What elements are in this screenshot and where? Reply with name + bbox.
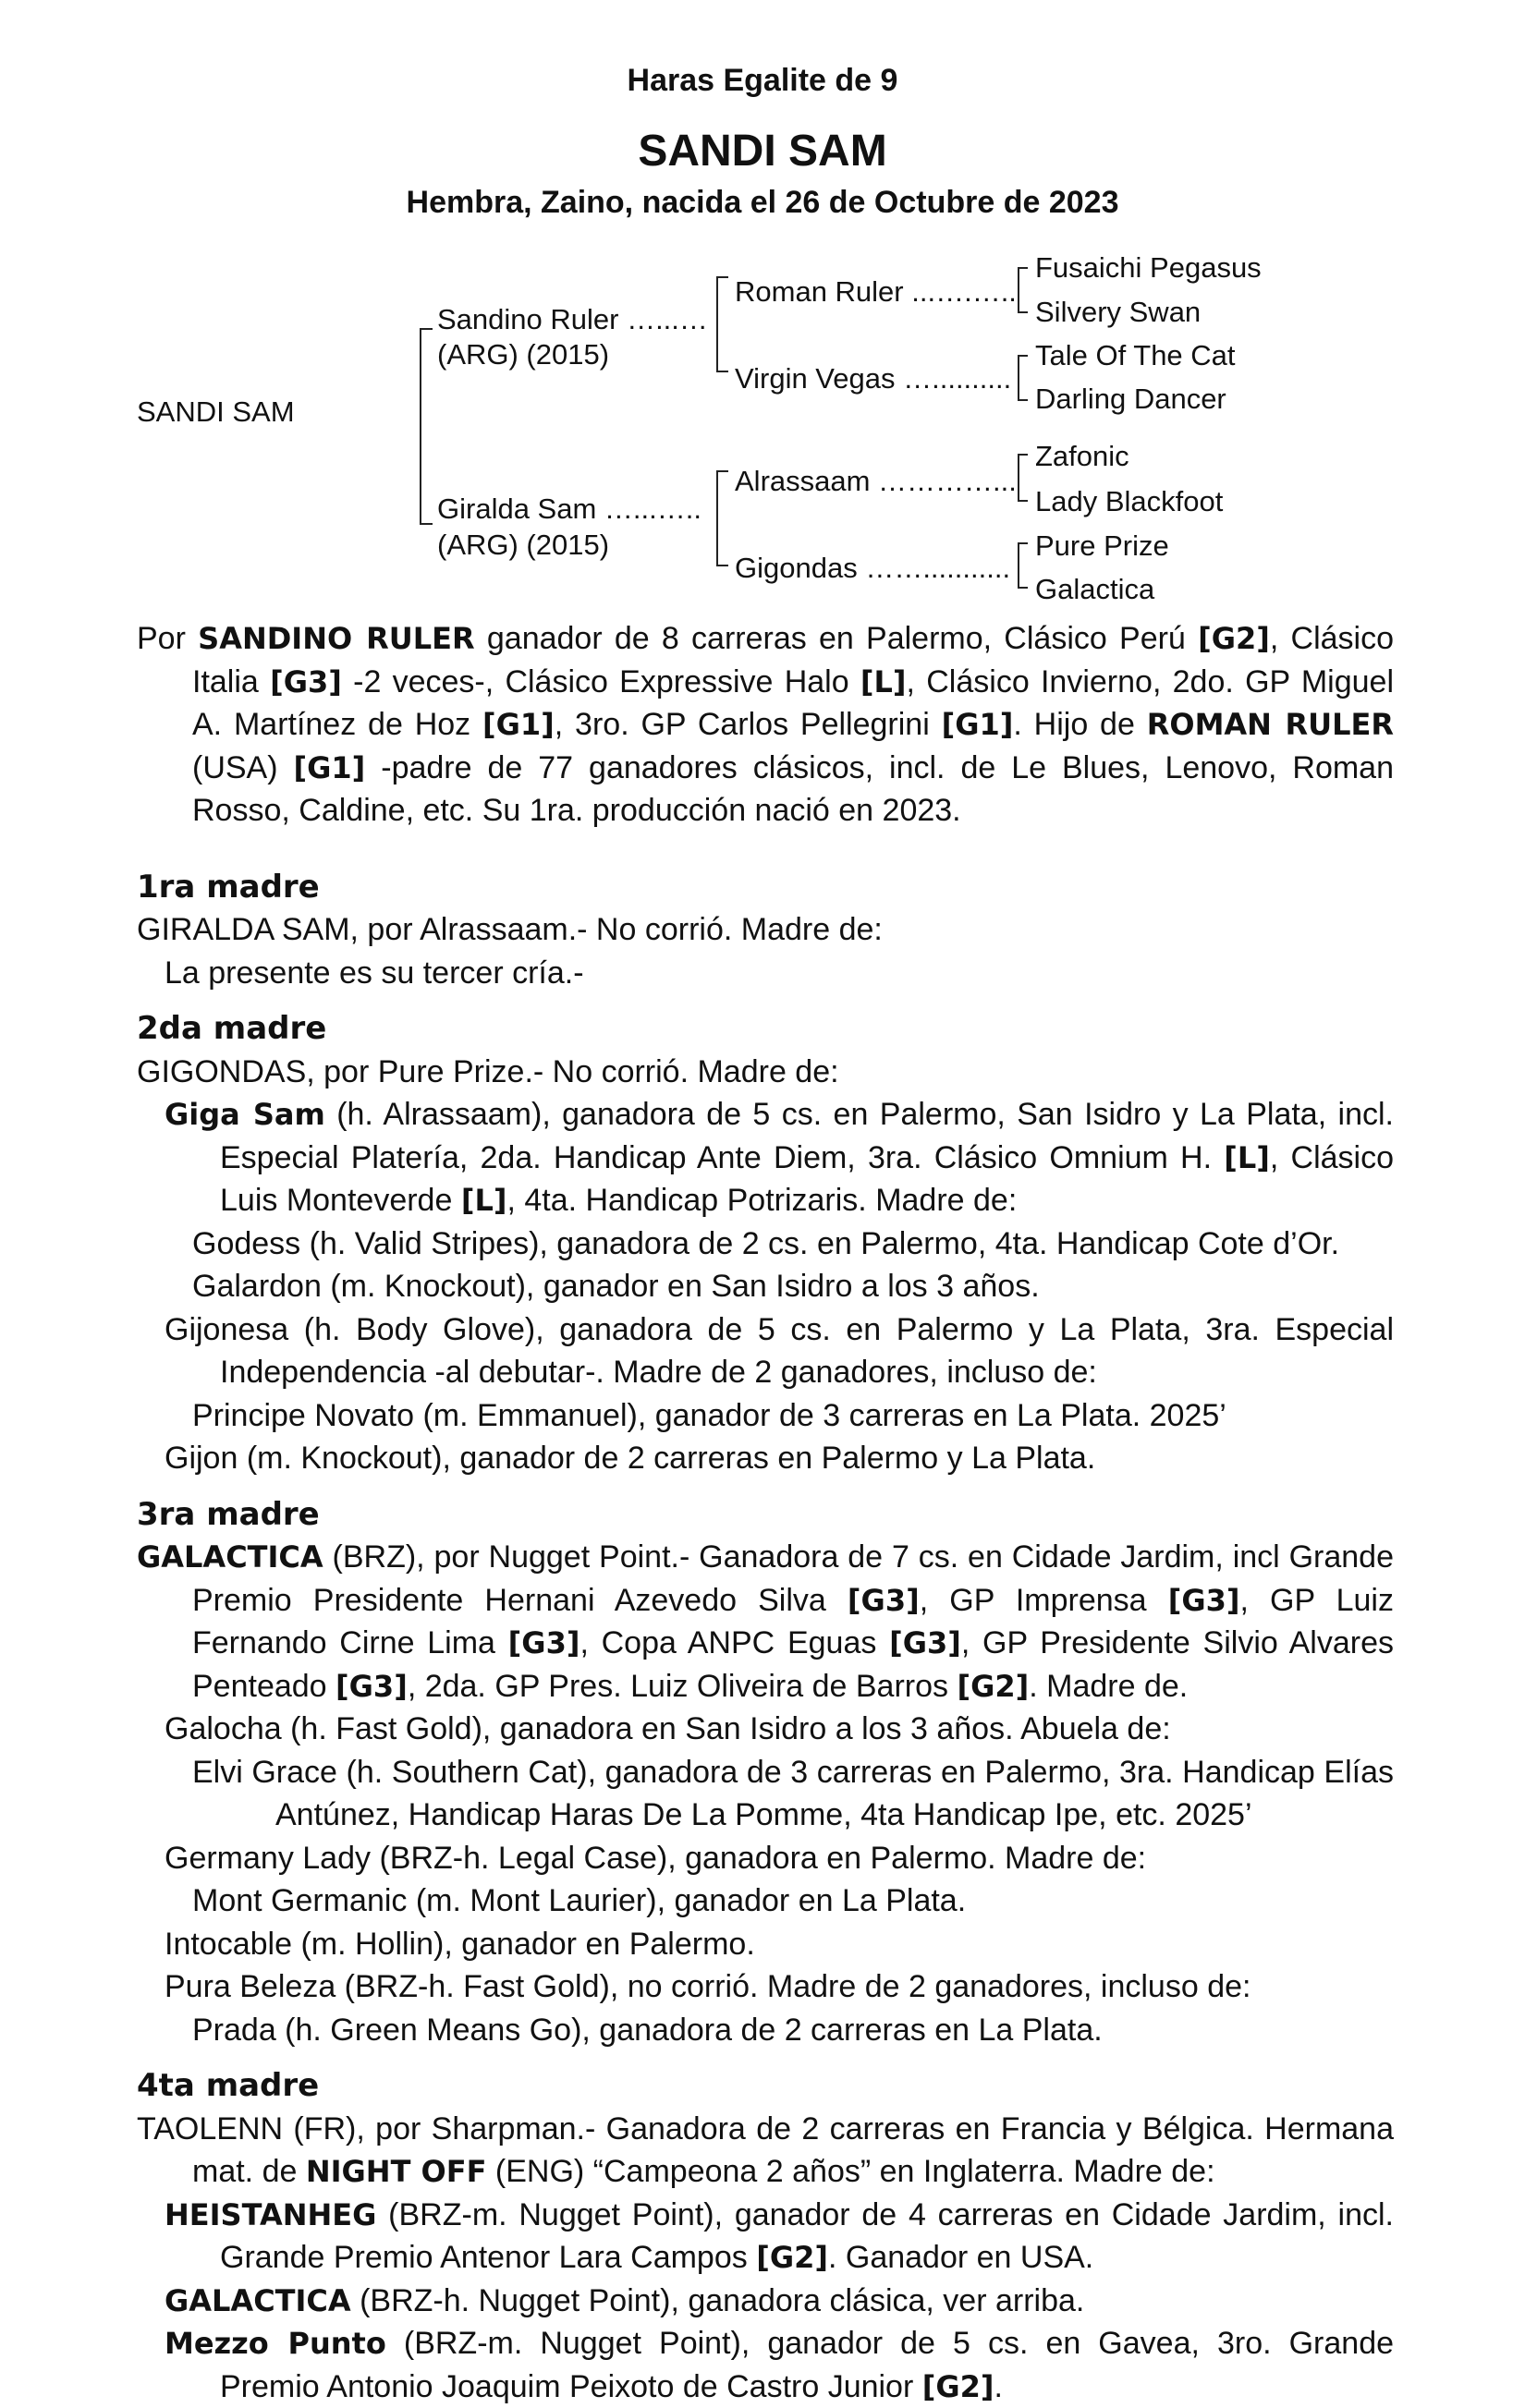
third-dam-heading: 3ra madre (137, 1495, 320, 1533)
first-dam-produce: La presente es su tercer cría.- (165, 955, 584, 991)
horse-name-title: SANDI SAM (638, 127, 887, 176)
third-dam-galactica: GALACTICA (BRZ), por Nugget Point.- Ganadora de 7 cs. en Cidade Jardim, incl Grande Premio Presidente Hernani Azevedo Silva [G3], GP Imprensa [G3], GP Luiz Fernando Cirne Lima [G3], Copa ANPC Eguas [G3], GP Presidente Silvio Alvares Penteado [G3], 2da. GP Pres. Luiz Oliveira de Barros [G2]. Madre de. (137, 1539, 1395, 1704)
horse-description: Hembra, Zaino, nacida el 26 de Octubre de 2023 (406, 185, 1119, 220)
produce-elvi-grace: Elvi Grace (h. Southern Cat), ganadora de 3 carreras en Palermo, 3ra. Handicap Elías Antúnez, Handicap Haras De La Pomme, 4ta Handicap Ipe, etc. 2025’ (192, 1754, 1394, 1832)
second-dam-line: GIGONDAS, por Pure Prize.- No corrió. Madre de: (137, 1053, 839, 1089)
pedigree-dam-dam: Gigondas ……........... (735, 552, 1011, 584)
pedigree-ssd: Silvery Swan (1035, 296, 1202, 328)
first-dam-heading: 1ra madre (137, 868, 320, 906)
pedigree-lines (0, 0, 1525, 628)
pedigree-sds: Tale Of The Cat (1035, 339, 1236, 371)
produce-mont-germanic: Mont Germanic (m. Mont Laurier), ganador en La Plata. (192, 1883, 967, 1918)
pedigree-dam-sire: Alrassaam …………... (735, 465, 1017, 497)
produce-galocha: Galocha (h. Fast Gold), ganadora en San Isidro a los 3 años. Abuela de: (165, 1711, 1171, 1746)
pedigree-dam-origin: (ARG) (2015) (437, 529, 610, 561)
produce-gijon: Gijon (m. Knockout), ganador de 2 carreras en Palermo y La Plata. (165, 1441, 1096, 1476)
pedigree-sire-origin: (ARG) (2015) (437, 338, 610, 371)
pedigree-ddd: Galactica (1035, 573, 1155, 605)
produce-godess: Godess (h. Valid Stripes), ganadora de 2 cs. en Palermo, 4ta. Handicap Cote d’Or. (192, 1225, 1340, 1261)
fourth-dam-taolenn: TAOLENN (FR), por Sharpman.- Ganadora de 2 carreras en Francia y Bélgica. Hermana mat. de NIGHT OFF (ENG) “Campeona 2 años” en Inglaterra. Madre de: (137, 2110, 1394, 2189)
farm-title: Haras Egalite de 9 (627, 63, 898, 98)
produce-intocable: Intocable (m. Hollin), ganador en Palermo. (165, 1926, 755, 1962)
pedigree-dds: Pure Prize (1035, 529, 1169, 562)
catalog-body (137, 617, 1394, 2408)
pedigree-sire-dam: Virgin Vegas ….......... (735, 362, 1012, 395)
second-dam-heading: 2da madre (137, 1010, 327, 1047)
first-dam-line: GIRALDA SAM, por Alrassaam.- No corrió. Madre de: (137, 912, 883, 947)
produce-pura-beleza: Pura Beleza (BRZ-h. Fast Gold), no corrió. Madre de 2 ganadores, incluso de: (165, 1969, 1251, 2004)
pedigree-sire-sire: Roman Ruler ...….….. (735, 275, 1017, 308)
pedigree-dsd: Lady Blackfoot (1035, 485, 1224, 517)
pedigree-sss: Fusaichi Pegasus (1035, 251, 1262, 284)
produce-heistanheg: HEISTANHEG (BRZ-m. Nugget Point), ganador de 4 carreras en Cidade Jardim, incl. Grande Premio Antenor Lara Campos [G2]. Ganador en USA. (165, 2196, 1394, 2275)
produce-mezzo-punto: Mezzo Punto (BRZ-m. Nugget Point), ganador de 5 cs. en Gavea, 3ro. Grande Premio Antonio Joaquim Peixoto de Castro Junior [G2]. (165, 2326, 1395, 2404)
pedigree-sdd: Darling Dancer (1035, 383, 1226, 415)
pedigree-dss: Zafonic (1035, 440, 1129, 472)
sire-paragraph: Por SANDINO RULER ganador de 8 carreras en Palermo, Clásico Perú [G2], Clásico Italia [G3] -2 veces-, Clásico Expressive Halo [L], Clásico Invierno, 2do. GP Miguel A. Martínez de Hoz [G1], 3ro. GP Carlos Pellegrini [G1]. Hijo de ROMAN RULER (USA) [G1] -padre de 77 ganadores clásicos, incl. de Le Blues, Lenovo, Roman Rosso, Caldine, etc. Su 1ra. producción nació en 2023. (137, 621, 1395, 828)
produce-galactica: GALACTICA (BRZ-h. Nugget Point), ganadora clásica, ver arriba. (165, 2282, 1085, 2318)
produce-germany-lady: Germany Lady (BRZ-h. Legal Case), ganadora en Palermo. Madre de: (165, 1840, 1147, 1876)
pedigree-chart (0, 0, 1525, 628)
produce-principe-novato: Principe Novato (m. Emmanuel), ganador de 3 carreras en La Plata. 2025’ (192, 1397, 1226, 1433)
pedigree-dam: Giralda Sam …...….. (437, 493, 702, 525)
pedigree-sire: Sandino Ruler …...… (437, 303, 708, 335)
produce-giga-sam: Giga Sam (h. Alrassaam), ganadora de 5 cs. en Palermo, San Isidro y La Plata, incl. Especial Platería, 2da. Handicap Ante Diem, 3ra. Clásico Omnium H. [L], Clásico Luis Monteverde [L], 4ta. Handicap Potrizaris. Madre de: (165, 1097, 1395, 1218)
pedigree-subject: SANDI SAM (137, 395, 295, 428)
produce-galardon: Galardon (m. Knockout), ganador en San Isidro a los 3 años. (192, 1269, 1040, 1304)
produce-gijonesa: Gijonesa (h. Body Glove), ganadora de 5 cs. en Palermo y La Plata, 3ra. Especial Independencia -al debutar-. Madre de 2 ganadores, incluso de: (165, 1311, 1394, 1390)
produce-prada: Prada (h. Green Means Go), ganadora de 2 carreras en La Plata. (192, 2012, 1103, 2048)
fourth-dam-heading: 4ta madre (137, 2067, 320, 2104)
